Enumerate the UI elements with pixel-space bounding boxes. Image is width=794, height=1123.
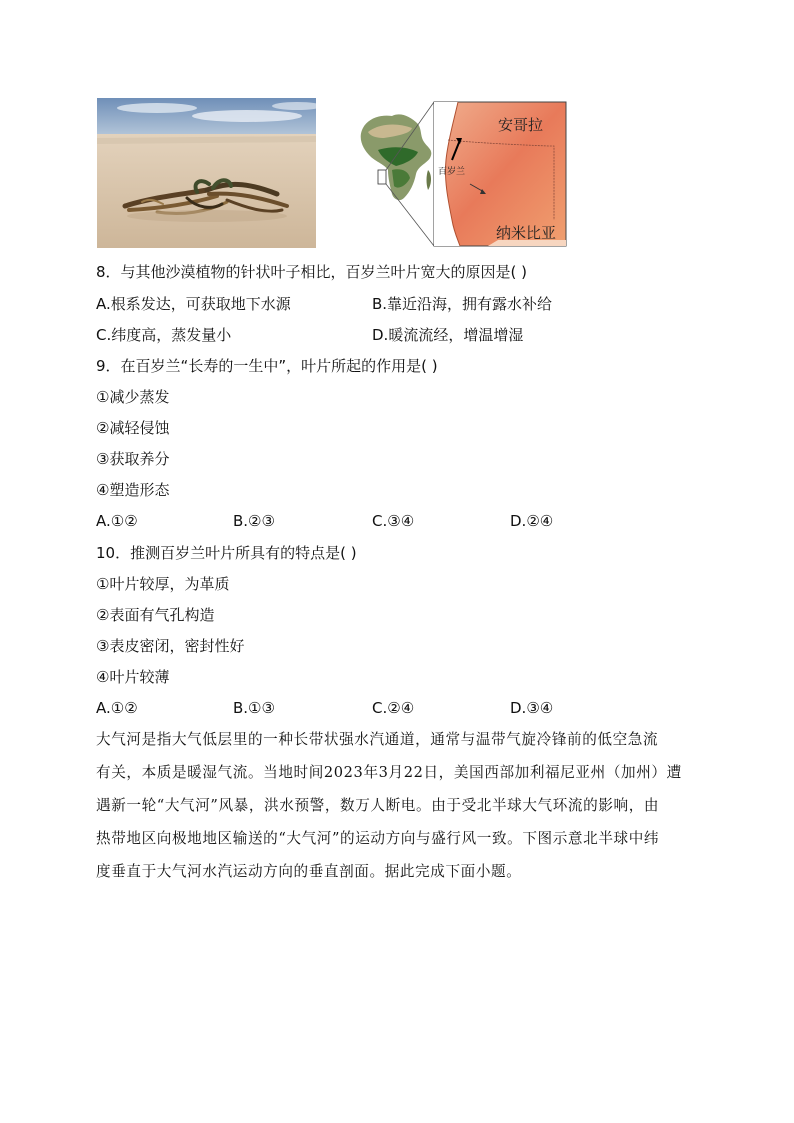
q9-item-4: ④塑造形态	[96, 481, 170, 499]
q10-option-b[interactable]: B.①③	[233, 699, 275, 717]
q10-item-2: ②表面有气孔构造	[96, 606, 215, 624]
passage-line-5: 度垂直于大气河水汽运动方向的垂直剖面。据此完成下面小题。	[96, 863, 522, 880]
passage-line-4: 热带地区向极地地区输送的“大气河”的运动方向与盛行风一致。下图示意北半球中纬	[96, 830, 660, 847]
passage-line-2: 有关，本质是暖湿气流。当地时间2023年3月22日，美国西部加利福尼亚州（加州）遭	[96, 764, 682, 781]
q8-option-b[interactable]: B.靠近沿海，拥有露水补给	[372, 295, 553, 313]
passage-line-1: 大气河是指大气低层里的一种长带状强水汽通道，通常与温带气旋冷锋前的低空急流	[96, 731, 659, 748]
q8-option-a[interactable]: A.根系发达，可获取地下水源	[96, 295, 291, 313]
q10-stem: 10．推测百岁兰叶片所具有的特点是( )	[96, 544, 357, 562]
q10-item-1: ①叶片较厚，为革质	[96, 575, 230, 593]
q9-option-d[interactable]: D.②④	[510, 512, 554, 530]
africa-continent	[361, 114, 432, 200]
q9-option-a[interactable]: A.①②	[96, 512, 138, 530]
q8-stem: 8．与其他沙漠植物的针状叶子相比，百岁兰叶片宽大的原因是( )	[96, 263, 528, 281]
q10-option-c[interactable]: C.②④	[372, 699, 415, 717]
q8-option-c[interactable]: C.纬度高，蒸发量小	[96, 326, 232, 344]
map-label-angola: 安哥拉	[498, 116, 544, 134]
q10-option-a[interactable]: A.①②	[96, 699, 138, 717]
map-label-namibia: 纳米比亚	[496, 224, 557, 242]
q9-item-3: ③获取养分	[96, 450, 170, 468]
q8-option-d[interactable]: D.暖流流经，增温增湿	[372, 326, 524, 344]
q9-stem: 9．在百岁兰“长寿的一生中”，叶片所起的作用是( )	[96, 357, 438, 375]
q10-option-d[interactable]: D.③④	[510, 699, 554, 717]
q10-item-3: ③表皮密闭，密封性好	[96, 637, 245, 655]
q9-option-c[interactable]: C.③④	[372, 512, 415, 530]
q9-option-b[interactable]: B.②③	[233, 512, 275, 530]
welwitschia-photo	[97, 98, 316, 248]
africa-location-map	[348, 100, 568, 248]
map-label-welwitschia: 百岁兰	[438, 167, 466, 177]
q9-item-1: ①减少蒸发	[96, 388, 170, 406]
q10-item-4: ④叶片较薄	[96, 668, 170, 686]
passage-line-3: 遇新一轮“大气河”风暴，洪水预警，数万人断电。由于受北半球大气环流的影响，由	[96, 797, 660, 814]
q9-item-2: ②减轻侵蚀	[96, 419, 170, 437]
